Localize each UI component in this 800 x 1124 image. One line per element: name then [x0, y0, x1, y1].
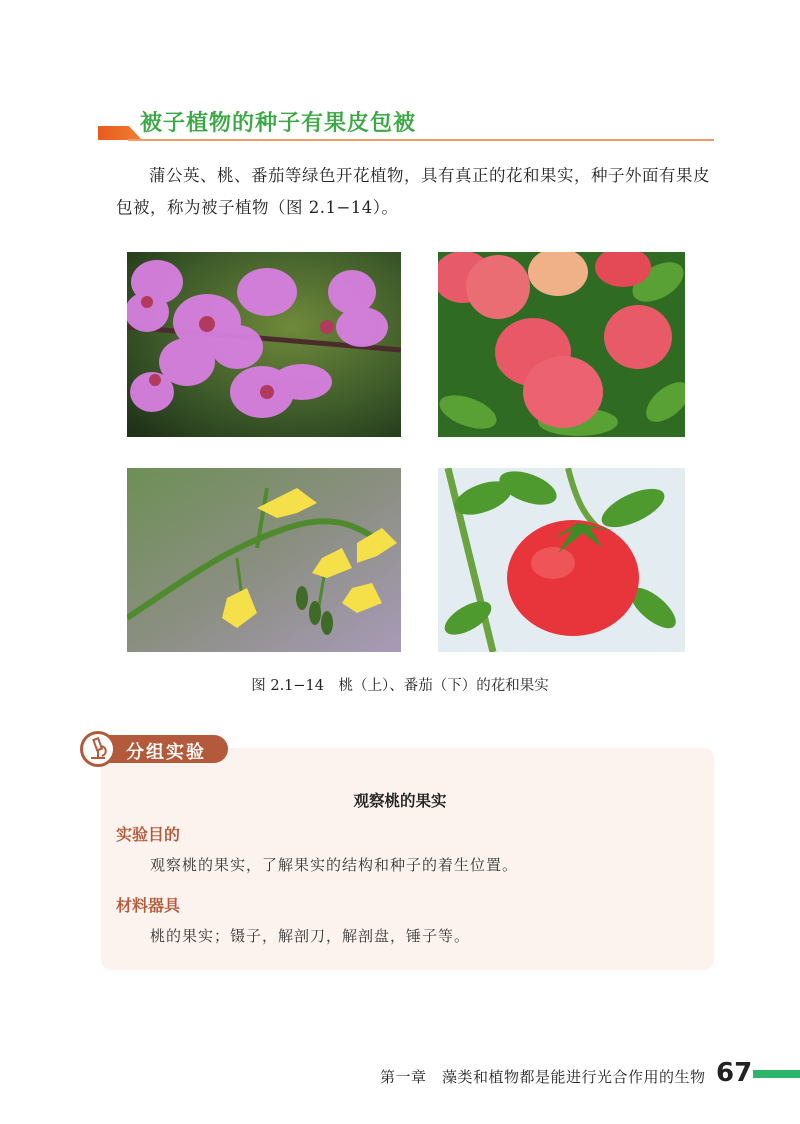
chapter-footer: 第一章 藻类和植物都是能进行光合作用的生物	[380, 1068, 706, 1086]
section-heading	[98, 106, 714, 146]
section-title: 被子植物的种子有果皮包被	[140, 111, 417, 136]
purpose-text: 观察桃的果实，了解果实的结构和种子的着生位置。	[150, 856, 519, 874]
footer-accent-bar	[753, 1070, 800, 1078]
heading-accent-tab	[98, 126, 142, 140]
purpose-heading: 实验目的	[116, 825, 181, 844]
peach-fruit-photo	[438, 252, 685, 437]
heading-underline	[128, 139, 714, 141]
materials-text: 桃的果实；镊子，解剖刀，解剖盘，锤子等。	[150, 927, 471, 945]
microscope-icon	[80, 731, 116, 767]
tomato-flower-photo	[127, 468, 401, 652]
intro-paragraph: 蒲公英、桃、番茄等绿色开花植物，具有真正的花和果实，种子外面有果皮包被，称为被子植物（图 2.1−14）。	[116, 166, 710, 217]
experiment-title: 观察桃的果实	[353, 792, 447, 810]
page-number: 67	[716, 1058, 753, 1088]
materials-heading: 材料器具	[116, 896, 181, 915]
experiment-badge-label: 分组实验	[126, 742, 206, 763]
peach-flower-photo	[127, 252, 401, 437]
tomato-fruit-photo	[438, 468, 685, 652]
experiment-badge	[80, 731, 230, 767]
figure-caption: 图 2.1−14 桃（上）、番茄（下）的花和果实	[251, 678, 549, 694]
